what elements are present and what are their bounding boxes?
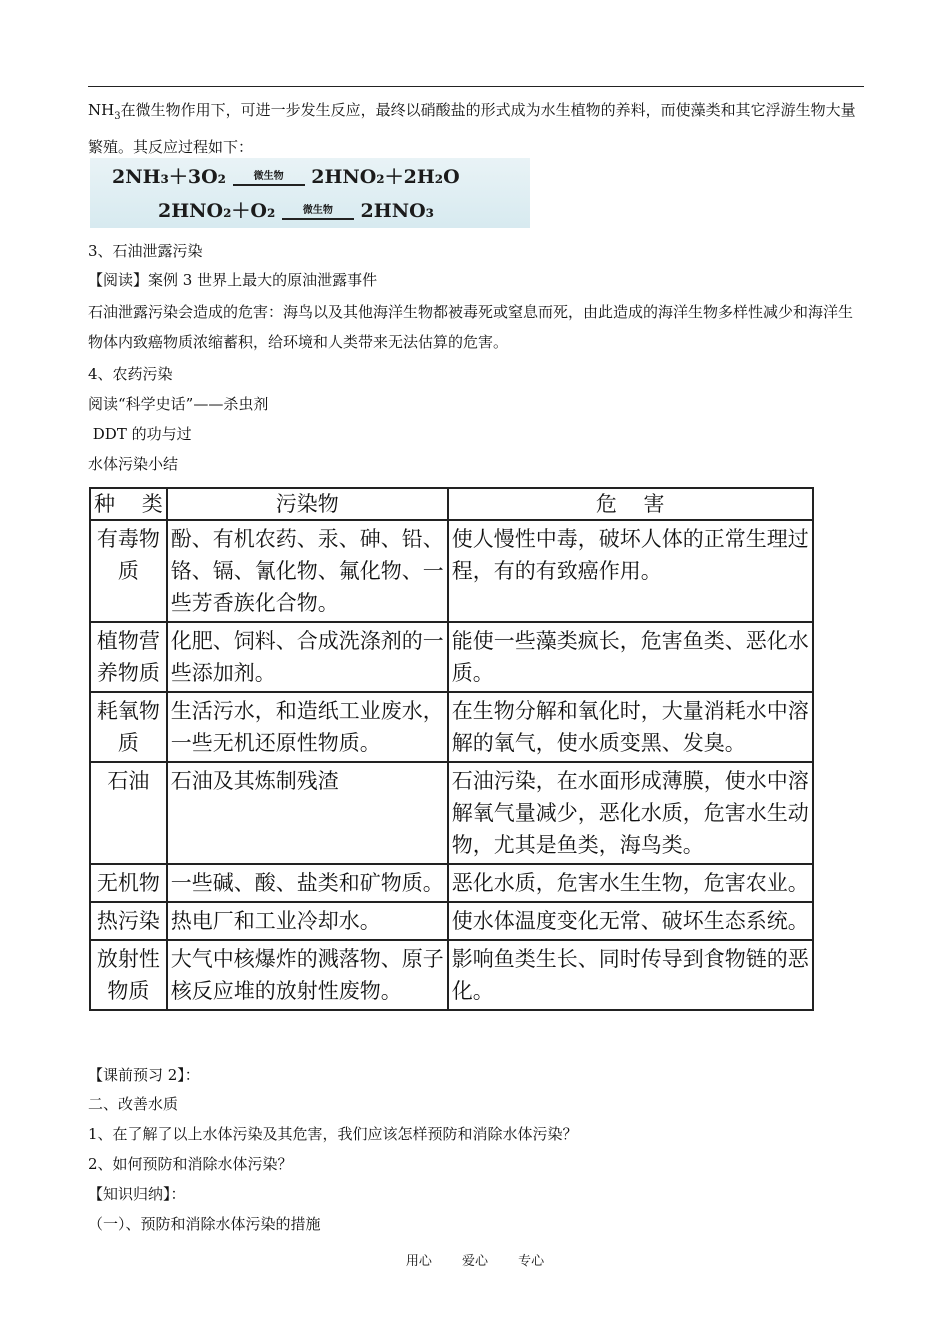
catalyst-label: 微生物 — [302, 204, 333, 216]
cell-kind: 有毒物质 — [90, 520, 167, 622]
reading-science-history: 阅读“科学史话”——杀虫剂 — [88, 395, 269, 413]
question-1: 1、在了解了以上水体污染及其危害，我们应该怎样预防和消除水体污染？ — [88, 1125, 578, 1143]
equation-2-left: 2HNO₂＋O₂ — [158, 200, 276, 222]
footer-word: 用心 — [405, 1254, 432, 1269]
reading-case-3: 【阅读】案例 3 世界上最大的原油泄露事件 — [88, 271, 378, 289]
summary-title: 水体污染小结 — [88, 455, 179, 473]
table-row — [90, 762, 813, 864]
cell-pollutant: 酚、有机农药、汞、砷、铅、铬、镉、氰化物、氟化物、一些芳香族化合物。 — [167, 520, 448, 622]
cell-pollutant: 一些碱、酸、盐类和矿物质。 — [167, 864, 448, 902]
section-3-title: 3、石油泄露污染 — [88, 242, 203, 260]
table-row — [90, 864, 813, 902]
oil-harm-paragraph: 石油泄露污染会造成的危害：海鸟以及其他海洋生物都被毒死或窒息而死，由此造成的海洋生物多样性减少和海洋生物体内致癌物质浓缩蓄积，给环境和人类带来无法估算的危害。 — [88, 303, 854, 351]
nh3-subscript: 3 — [114, 111, 121, 122]
header-pollutant: 污染物 — [167, 488, 448, 520]
cell-pollutant: 化肥、饲料、合成洗涤剂的一些添加剂。 — [167, 622, 448, 692]
header-kind: 种 类 — [90, 488, 167, 520]
footer-word: 爱心 — [461, 1254, 488, 1269]
header-harm: 危 害 — [448, 488, 813, 520]
catalyst-label: 微生物 — [253, 170, 284, 182]
question-2: 2、如何预防和消除水体污染？ — [88, 1155, 293, 1173]
equation-1-left: 2NH₃＋3O₂ — [112, 166, 226, 188]
table-row — [90, 692, 813, 762]
cell-kind: 植物营养物质 — [90, 622, 167, 692]
reaction-equations-image — [90, 158, 530, 228]
cell-kind: 热污染 — [90, 902, 167, 940]
intro-paragraph — [88, 95, 866, 162]
preview-2-heading: 【课前预习 2】： — [88, 1066, 200, 1084]
knowledge-heading: 【知识归纳】： — [88, 1185, 186, 1203]
cell-pollutant: 热电厂和工业冷却水。 — [167, 902, 448, 940]
cell-harm: 影响鱼类生长、同时传导到食物链的恶化。 — [448, 940, 813, 1010]
section-4-title: 4、农药污染 — [88, 365, 173, 383]
cell-harm: 能使一些藻类疯长，危害鱼类、恶化水质。 — [448, 622, 813, 692]
intro-text: 在微生物作用下，可进一步发生反应，最终以硝酸盐的形式成为水生植物的养料，而使藻类和其它浮游生物大量繁殖。其反应过程如下： — [88, 101, 856, 156]
cell-pollutant: 石油及其炼制残渣 — [167, 762, 448, 864]
equation-1 — [112, 162, 460, 189]
table-row — [90, 940, 813, 1010]
equation-1-right: 2HNO₂＋2H₂O — [311, 166, 460, 188]
page-footer — [0, 1250, 950, 1269]
cell-kind: 放射性物质 — [90, 940, 167, 1010]
cell-harm: 恶化水质，危害水生生物，危害农业。 — [448, 864, 813, 902]
equation-1-arrow — [233, 171, 305, 186]
part-2-title: 二、改善水质 — [88, 1095, 179, 1113]
footer-word: 专心 — [518, 1254, 545, 1269]
equation-2-arrow — [282, 205, 354, 220]
table-row — [90, 622, 813, 692]
cell-harm: 使人慢性中毒，破坏人体的正常生理过程，有的有致癌作用。 — [448, 520, 813, 622]
measures-heading: （一）、预防和消除水体污染的措施 — [88, 1215, 321, 1233]
equation-2-right: 2HNO₃ — [360, 200, 434, 222]
header-rule — [88, 86, 864, 87]
table-row — [90, 902, 813, 940]
table-header-row — [90, 488, 813, 520]
cell-harm: 使水体温度变化无常、破坏生态系统。 — [448, 902, 813, 940]
equation-2 — [158, 196, 434, 223]
cell-harm: 石油污染，在水面形成薄膜，使水中溶解氧气量减少，恶化水质，危害水生动物，尤其是鱼类，海鸟类。 — [448, 762, 813, 864]
cell-harm: 在生物分解和氧化时，大量消耗水中溶解的氧气，使水质变黑、发臭。 — [448, 692, 813, 762]
water-pollution-summary-table — [89, 487, 814, 1011]
cell-kind: 耗氧物质 — [90, 692, 167, 762]
ddt-line: DDT 的功与过 — [88, 425, 192, 443]
cell-kind: 无机物 — [90, 864, 167, 902]
cell-pollutant: 生活污水，和造纸工业废水，一些无机还原性物质。 — [167, 692, 448, 762]
nh3-formula: NH — [88, 101, 115, 119]
table-row — [90, 520, 813, 622]
cell-pollutant: 大气中核爆炸的溅落物、原子核反应堆的放射性废物。 — [167, 940, 448, 1010]
cell-kind: 石油 — [90, 762, 167, 864]
